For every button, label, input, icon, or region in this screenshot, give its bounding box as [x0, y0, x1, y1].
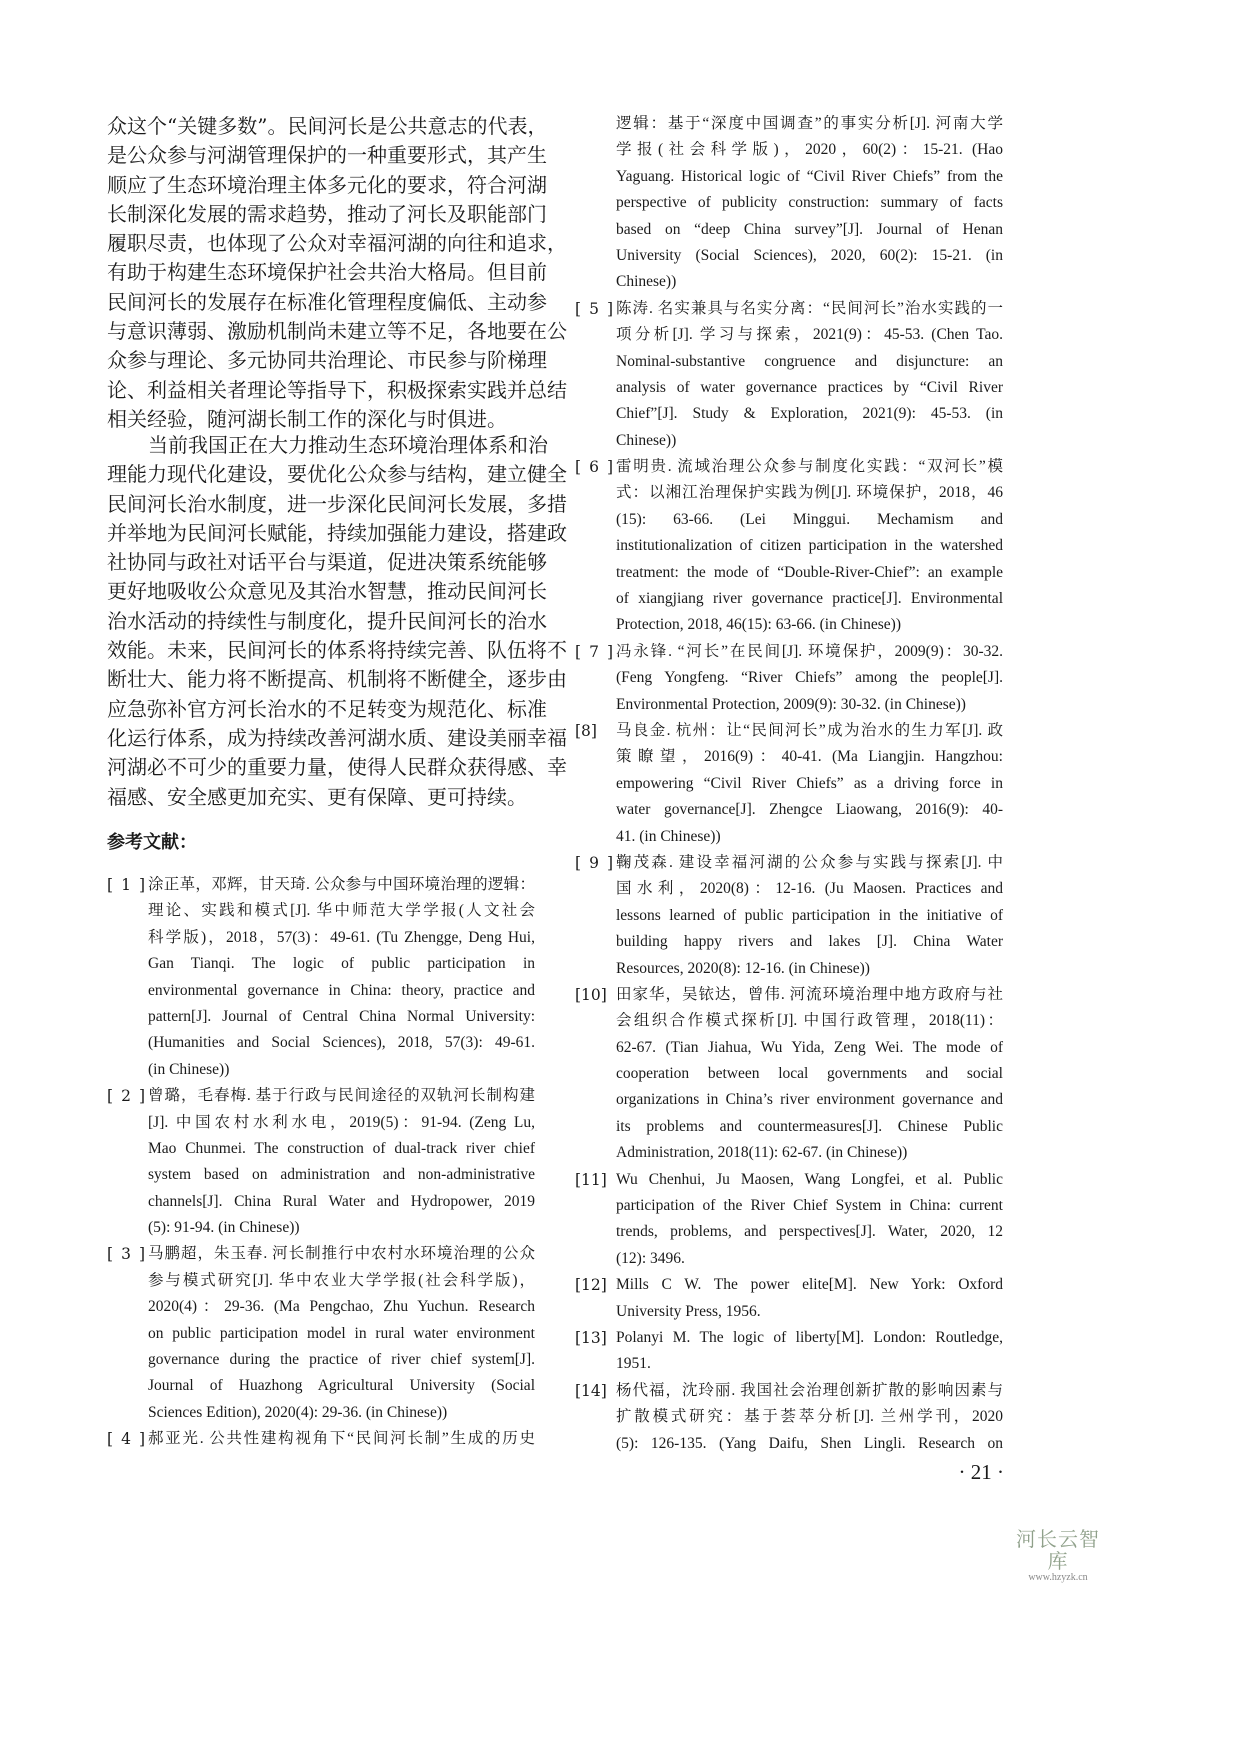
reference-line: 会组织合作模式探析[J]. 中国行政管理，2018(11)： [616, 1012, 1003, 1030]
reference-line: of xiangjiang river governance practice[J]. Environmental [616, 590, 1003, 608]
page-number: · 21 · [958, 1460, 1004, 1484]
text-line: 效能。未来，民间河长的体系将持续完善、队伍将不 [107, 638, 567, 663]
reference-line: (Feng Yongfeng. “River Chiefs” among the people[J]. [616, 669, 1003, 687]
reference-line: building happy rivers and lakes [J]. China Water [616, 933, 1003, 951]
reference-line: participation of the River Chief System in China: current [616, 1197, 1003, 1215]
reference-line: 雷明贵. 流域治理公众参与制度化实践：“双河长”模 [616, 458, 1003, 476]
text-line: 顺应了生态环境治理主体多元化的要求，符合河湖 [107, 172, 547, 197]
text-line: 众参与理论、多元协同共治理论、市民参与阶梯理 [107, 348, 547, 373]
text-line: 福感、安全感更加充实、更有保障、更可持续。 [107, 784, 527, 809]
right-column [575, 0, 1003, 1754]
reference-line: its problems and countermeasures[J]. Chinese Public [616, 1117, 1003, 1135]
reference-number: [8] [575, 721, 597, 740]
reference-number: [ 5 ] [575, 299, 613, 318]
text-line: 断壮大、能力将不断提高、机制将不断健全，逐步由 [107, 667, 567, 692]
reference-line: environmental governance in China: theory, practice and [148, 981, 535, 999]
reference-line: 科学版)，2018，57(3)：49-61. (Tu Zhengge, Deng Hui, [148, 928, 535, 946]
text-line: 众这个“关键多数”。民间河长是公共意志的代表， [107, 114, 548, 138]
references-heading: 参考文献： [107, 832, 197, 853]
reference-line: Chief”[J]. Study & Exploration, 2021(9): 45-53. (in [616, 405, 1003, 423]
reference-line: (in Chinese)) [148, 1060, 230, 1078]
reference-line: system based on administration and non-administrative [148, 1166, 535, 1184]
reference-item [107, 872, 535, 1083]
text-line: 是公众参与河湖管理保护的一种重要形式，其产生 [107, 143, 547, 168]
reference-item [107, 1426, 535, 1452]
reference-line: governance during the practice of river chief system[J]. [148, 1351, 535, 1369]
reference-line: Chinese)) [616, 431, 677, 449]
reference-line: Wu Chenhui, Ju Maosen, Wang Longfei, et al. Public [616, 1170, 1003, 1188]
reference-item [575, 982, 1003, 1167]
text-line: 更好地吸收公众意见及其治水智慧，推动民间河长 [107, 579, 547, 604]
reference-number: [ 7 ] [575, 642, 613, 661]
reference-item [575, 850, 1003, 982]
reference-item [107, 1083, 535, 1241]
reference-line: 学报(社会科学版)，2020，60(2)：15-21. (Hao [616, 141, 1003, 159]
reference-line: University Press, 1956. [616, 1302, 761, 1320]
reference-line: based on “deep China survey”[J]. Journal of Henan [616, 220, 1003, 238]
reference-item [575, 296, 1003, 454]
reference-line: Sciences Edition), 2020(4): 29-36. (in Chinese)) [148, 1403, 448, 1421]
reference-line: 式：以湘江治理保护实践为例[J]. 环境保护，2018，46 [616, 484, 1003, 502]
reference-line: treatment: the mode of “Double-River-Chief”: an example [616, 563, 1003, 581]
reference-line: (5): 126-135. (Yang Daifu, Shen Lingli. Research on [616, 1434, 1003, 1452]
reference-line: Administration, 2018(11): 62-67. (in Chinese)) [616, 1144, 908, 1162]
reference-line: trends, problems, and perspectives[J]. Water, 2020, 12 [616, 1223, 1003, 1241]
reference-list [107, 872, 535, 1453]
reference-line: (Humanities and Social Sciences), 2018, 57(3): 49-61. [148, 1034, 535, 1052]
reference-line: Mills C W. The power elite[M]. New York: Oxford [616, 1276, 1003, 1294]
reference-line: 参与模式研究[J]. 华中农业大学学报(社会科学版)， [148, 1271, 535, 1289]
text-line: 当前我国正在大力推动生态环境治理体系和治 [148, 433, 548, 457]
reference-item [575, 639, 1003, 718]
reference-item [575, 1272, 1003, 1325]
text-line: 社协同与政社对话平台与渠道，促进决策系统能够 [107, 550, 547, 575]
reference-line: 逻辑：基于“深度中国调查”的事实分析[J]. 河南大学 [616, 115, 1003, 132]
reference-line: 陈涛. 名实兼具与名实分离：“民间河长”治水实践的一 [616, 299, 1003, 317]
reference-line: 策瞭望，2016(9)：40-41. (Ma Liangjin. Hangzhou: [616, 748, 1003, 766]
reference-number: [ 9 ] [575, 853, 613, 872]
reference-line: 田家华，吴铱达，曾伟. 河流环境治理中地方政府与社 [616, 985, 1003, 1003]
reference-line: water governance[J]. Zhengce Liaowang, 2016(9): 40- [616, 801, 1003, 819]
text-line: 民间河长的发展存在标准化管理程度偏低、主动参 [107, 289, 547, 314]
text-line: 河湖必不可少的重要力量，使得人民群众获得感、幸 [107, 755, 567, 780]
reference-number: [13] [575, 1328, 607, 1347]
reference-number: [ 4 ] [107, 1430, 145, 1449]
reference-line: 马鹏超，朱玉春. 河长制推行中农村水环境治理的公众 [148, 1245, 535, 1263]
text-line: 长制深化发展的需求趋势，推动了河长及职能部门 [107, 201, 547, 226]
text-line: 相关经验，随河湖长制工作的深化与时俱进。 [107, 406, 507, 431]
reference-line: channels[J]. China Rural Water and Hydropower, 2019 [148, 1192, 535, 1210]
text-line: 民间河长治水制度，进一步深化民间河长发展，多措 [107, 491, 567, 516]
reference-line: 项分析[J]. 学习与探索，2021(9)：45-53. (Chen Tao. [616, 326, 1003, 344]
text-line: 有助于构建生态环境保护社会共治大格局。但目前 [107, 260, 547, 285]
reference-line: 郝亚光. 公共性建构视角下“民间河长制”生成的历史 [148, 1430, 535, 1448]
reference-line: organizations in China’s river environment governance and [616, 1091, 1003, 1109]
text-line: 治水活动的持续性与制度化，提升民间河长的治水 [107, 608, 547, 633]
watermark-logo [1008, 1528, 1108, 1584]
reference-line: empowering “Civil River Chiefs” as a driving force in [616, 774, 1003, 792]
reference-number: [ 2 ] [107, 1087, 145, 1106]
reference-number: [11] [575, 1170, 607, 1189]
reference-line: lessons learned of public participation in the initiative of [616, 906, 1003, 924]
reference-number: [ 1 ] [107, 876, 145, 894]
reference-number: [ 3 ] [107, 1245, 145, 1264]
reference-item [575, 454, 1003, 639]
reference-line: institutionalization of citizen participation in the watershed [616, 537, 1003, 555]
reference-line: Protection, 2018, 46(15): 63-66. (in Chinese)) [616, 616, 901, 634]
reference-line: Journal of Huazhong Agricultural University (Social [148, 1377, 535, 1395]
reference-line: Gan Tianqi. The logic of public participation in [148, 955, 535, 973]
reference-line: [J]. 中国农村水利水电，2019(5)：91-94. (Zeng Lu, [148, 1113, 535, 1131]
reference-list [575, 111, 1003, 1457]
reference-item [575, 1167, 1003, 1273]
reference-line: on public participation model in rural water environment [148, 1324, 535, 1342]
reference-line: analysis of water governance practices by “Civil River [616, 378, 1003, 396]
reference-item [575, 718, 1003, 850]
reference-line: perspective of publicity construction: summary of facts [616, 194, 1003, 212]
reference-line: 杨代福，沈玲丽. 我国社会治理创新扩散的影响因素与 [616, 1381, 1003, 1399]
text-line: 化运行体系，成为持续改善河湖水质、建设美丽幸福 [107, 725, 567, 750]
reference-line: Polanyi M. The logic of liberty[M]. London: Routledge, [616, 1328, 1003, 1346]
reference-line: 鞠茂森. 建设幸福河湖的公众参与实践与探索[J]. 中 [616, 853, 1003, 871]
reference-line: Chinese)) [616, 273, 677, 291]
reference-line: cooperation between local governments and social [616, 1065, 1003, 1083]
reference-item [107, 1241, 535, 1426]
reference-line: Yaguang. Historical logic of “Civil River Chiefs” from the [616, 167, 1003, 185]
reference-number: [10] [575, 985, 607, 1004]
reference-item [575, 111, 1003, 296]
watermark-url: www.hzyzk.cn [1028, 1572, 1088, 1583]
reference-line: Mao Chunmei. The construction of dual-track river chief [148, 1139, 535, 1157]
reference-line: University (Social Sciences), 2020, 60(2): 15-21. (in [616, 246, 1003, 264]
reference-line: 马良金. 杭州：让“民间河长”成为治水的生力军[J]. 政 [616, 721, 1003, 739]
reference-item [575, 1325, 1003, 1378]
text-line: 与意识薄弱、激励机制尚未建立等不足，各地要在公 [107, 319, 567, 344]
reference-line: 冯永锋. “河长”在民间[J]. 环境保护，2009(9)：30-32. [616, 642, 1003, 660]
reference-line: 曾璐，毛春梅. 基于行政与民间途径的双轨河长制构建 [148, 1087, 535, 1105]
reference-line: 理论、实践和模式[J]. 华中师范大学学报(人文社会 [148, 902, 535, 920]
reference-line: 涂正革，邓辉，甘天琦. 公众参与中国环境治理的逻辑： [148, 876, 535, 893]
text-line: 论、利益相关者理论等指导下，积极探索实践并总结 [107, 377, 567, 402]
reference-item [575, 1378, 1003, 1457]
body-paragraph [107, 112, 567, 434]
reference-line: 2020(4)：29-36. (Ma Pengchao, Zhu Yuchun. Research [148, 1298, 535, 1316]
reference-line: 41. (in Chinese)) [616, 827, 721, 845]
body-paragraph [107, 431, 567, 812]
watermark-title: 河长云智库 [1016, 1527, 1100, 1573]
reference-line: Resources, 2020(8): 12-16. (in Chinese)) [616, 959, 870, 977]
reference-number: [ 6 ] [575, 458, 613, 477]
text-line: 履职尽责，也体现了公众对幸福河湖的向往和追求， [107, 231, 567, 256]
text-line: 理能力现代化建设，要优化公众参与结构，建立健全 [107, 462, 567, 487]
reference-line: 国水利，2020(8)：12-16. (Ju Maosen. Practices and [616, 880, 1003, 898]
reference-line: Nominal-substantive congruence and disjuncture: an [616, 352, 1003, 370]
reference-line: (5): 91-94. (in Chinese)) [148, 1219, 300, 1237]
left-column [107, 0, 567, 1754]
reference-line: (15): 63-66. (Lei Minggui. Mechamism and [616, 510, 1003, 528]
reference-line: (12): 3496. [616, 1249, 685, 1267]
reference-line: 62-67. (Tian Jiahua, Wu Yida, Zeng Wei. The mode of [616, 1038, 1003, 1056]
reference-line: Environmental Protection, 2009(9): 30-32. (in Chinese)) [616, 695, 966, 713]
text-line: 并举地为民间河长赋能，持续加强能力建设，搭建政 [107, 520, 567, 545]
reference-number: [14] [575, 1381, 607, 1400]
text-line: 应急弥补官方河长治水的不足转变为规范化、标准 [107, 696, 547, 721]
reference-line: pattern[J]. Journal of Central China Normal University: [148, 1007, 535, 1025]
reference-line: 1951. [616, 1355, 651, 1373]
reference-line: 扩散模式研究：基于荟萃分析[J]. 兰州学刊，2020 [616, 1408, 1003, 1426]
reference-number: [12] [575, 1276, 607, 1295]
